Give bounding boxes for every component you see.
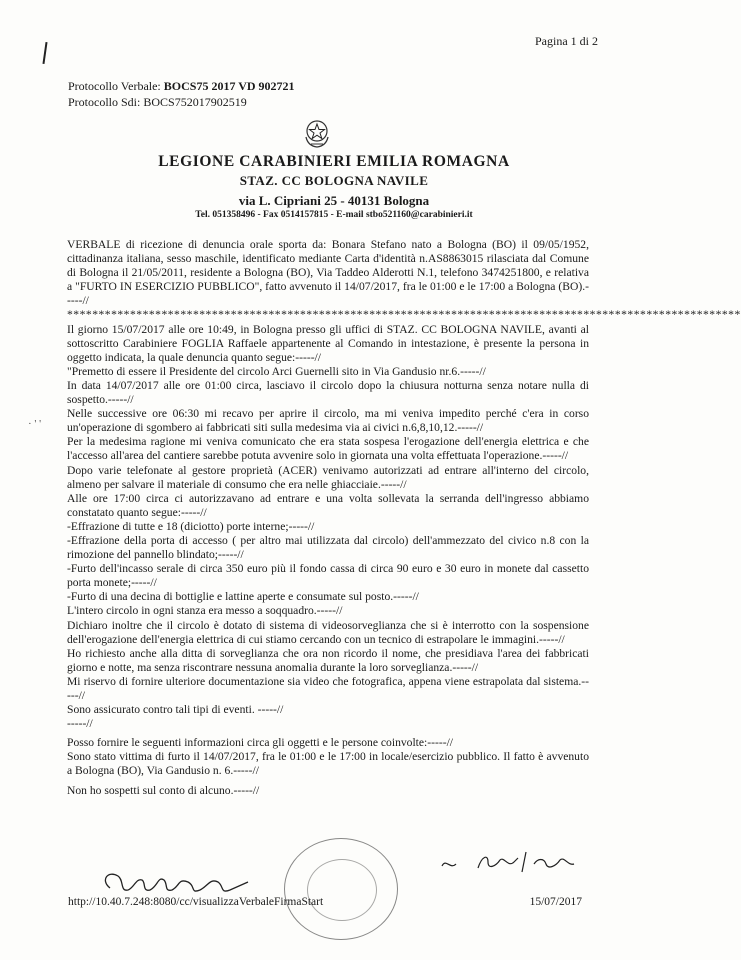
report-list-item: -Furto di una decina di bottiglie e lattine aperte e consumate sul posto.-----// — [67, 590, 419, 604]
protocollo-verbale — [68, 79, 295, 94]
protocollo-verbale-label: Protocollo Verbale: — [68, 79, 164, 93]
report-paragraph: Sono assicurato contro tali tipi di eventi. -----// — [67, 703, 284, 717]
footer-date: 15/07/2017 — [529, 896, 582, 908]
republic-emblem-icon — [302, 117, 332, 149]
protocollo-sdi-label: Protocollo Sdi: — [68, 95, 144, 109]
scan-speck: · ' ' — [28, 418, 42, 430]
report-paragraph: Mi riservo di fornire ulteriore documentazione sia video che fotografica, appena viene estrapolata dal sistema.-----// — [67, 674, 589, 702]
report-paragraph: Non ho sospetti sul conto di alcuno.-----// — [67, 783, 260, 797]
header-station: STAZ. CC BOLOGNA NAVILE — [239, 173, 429, 188]
officer-signature — [438, 848, 588, 876]
protocollo-sdi — [68, 95, 247, 110]
report-paragraph: Nelle successive ore 06:30 mi recavo per aprire il circolo, ma mi veniva impedito perché c'era in corso un'operazione di sgombero ai fabbricati siti sulla medesima via ai civici n.6,8,10,12.-----// — [67, 407, 589, 435]
report-paragraph: -----// — [67, 717, 93, 731]
report-paragraph: Dopo varie telefonate al gestore proprietà (ACER) venivamo autorizzati ad entrare all'interno del circolo, almeno per salvare il materiale di consumo che era nelle ghiacciaie.-----// — [67, 463, 589, 491]
report-list-item: -Furto dell'incasso serale di circa 350 euro più il fondo cassa di circa 90 euro e 30 euro in monete dal cassetto porta monete;-----// — [67, 562, 589, 590]
report-paragraph: Sono stato vittima di furto il 14/07/2017, fra le 01:00 e le 17:00 in locale/esercizio pubblico. Il fatto è avvenuto a Bologna (BO), Via Gandusio n. 6.-----// — [67, 750, 589, 778]
protocollo-sdi-value: BOCS752017902519 — [143, 95, 247, 109]
report-list-item: -Effrazione della porta di accesso ( per altro mai utilizzata dal circolo) dell'ammezzato del civico n.8 con la rimozione del pannello blindato;-----// — [67, 533, 589, 562]
report-paragraph: Ho richiesto anche alla ditta di sorveglianza che ora non ricordo il nome, che presidiava l'area dei fabbricati giorno e notte, ma senza riscontrare nessuna anomalia durante la loro sorveglianza.-----// — [67, 646, 589, 674]
page-indicator: Pagina 1 di 2 — [535, 34, 598, 48]
pen-mark — [42, 42, 47, 64]
report-paragraph: Alle ore 17:00 circa ci autorizzavano ad entrare e una volta sollevata la serranda dell'ingresso abbiamo constatato quanto segue:-----// — [67, 491, 589, 519]
separator-line: *********************************************************************************************************** — [67, 308, 741, 322]
header-address: via L. Cipriani 25 - 40131 Bologna — [238, 193, 430, 208]
footer-url: http://10.40.7.248:8080/cc/visualizzaVerbaleFirmaStart — [68, 896, 324, 908]
report-paragraph: "Premetto di essere il Presidente del circolo Arci Guernelli sito in Via Gandusio nr.6.-----// — [67, 364, 486, 378]
report-paragraph: In data 14/07/2017 alle ore 01:00 circa, lasciavo il circolo dopo la chiusura notturna senza notare nulla di sospetto.-----// — [67, 378, 589, 407]
report-paragraph: Posso fornire le seguenti informazioni circa gli oggetti e le persone coinvolte:-----// — [67, 736, 454, 750]
stamp-inner-ring — [307, 859, 377, 921]
report-list-item: -Effrazione di tutte e 18 (diciotto) porte interne;-----// — [67, 519, 315, 533]
report-paragraph: Dichiaro inoltre che il circolo è dotato di sistema di videosorveglianza che si è interrotto con la sospensione dell'erogazione dell'energia elettrica di cui stiamo cercando con un tecnico di estrapolare le immagini.-----// — [67, 618, 589, 646]
official-stamp — [284, 838, 398, 940]
report-intro: VERBALE di ricezione di denuncia orale sporta da: Bonara Stefano nato a Bologna (BO) il 09/05/1952, cittadinanza italiana, sesso maschile, identificato mediante Carta d'identità n.AS8863015 rilasciata dal Comune di Bologna il 21/05/2011, residente a Bologna (BO), Via Taddeo Alderotti N.1, telefono 3474251800, e relativa a "FURTO IN ESERCIZIO PUBBLICO", fatto avvenuto il 14/07/2017, fra le 01:00 e le 17:00 a Bologna (BO).-----// — [67, 238, 589, 308]
header-title: LEGIONE CARABINIERI EMILIA ROMAGNA — [158, 153, 510, 170]
report-body — [67, 238, 741, 798]
report-paragraph: Il giorno 15/07/2017 alle ore 10:49, in Bologna presso gli uffici di STAZ. CC BOLOGNA NAVILE, avanti al sottoscritto Carabiniere FOGLIA Raffaele appartenente al Comando in intestazione, è presente la persona in oggetto indicata, la quale denuncia quanto segue:-----// — [67, 322, 589, 364]
header-contacts: Tel. 051358496 - Fax 0514157815 - E-mail stbo521160@carabinieri.it — [195, 210, 473, 220]
protocollo-verbale-value: BOCS75 2017 VD 902721 — [163, 79, 295, 93]
report-paragraph: Per la medesima ragione mi veniva comunicato che era stata sospesa l'erogazione dell'energia elettrica e che l'accesso all'area del cantiere sarebbe potuta avvenire solo in giornata una volta effettuata l'operazione.-----// — [67, 435, 589, 463]
report-paragraph: L'intero circolo in ogni stanza era messo a soqquadro.-----// — [67, 604, 343, 618]
complainant-signature — [98, 866, 268, 900]
